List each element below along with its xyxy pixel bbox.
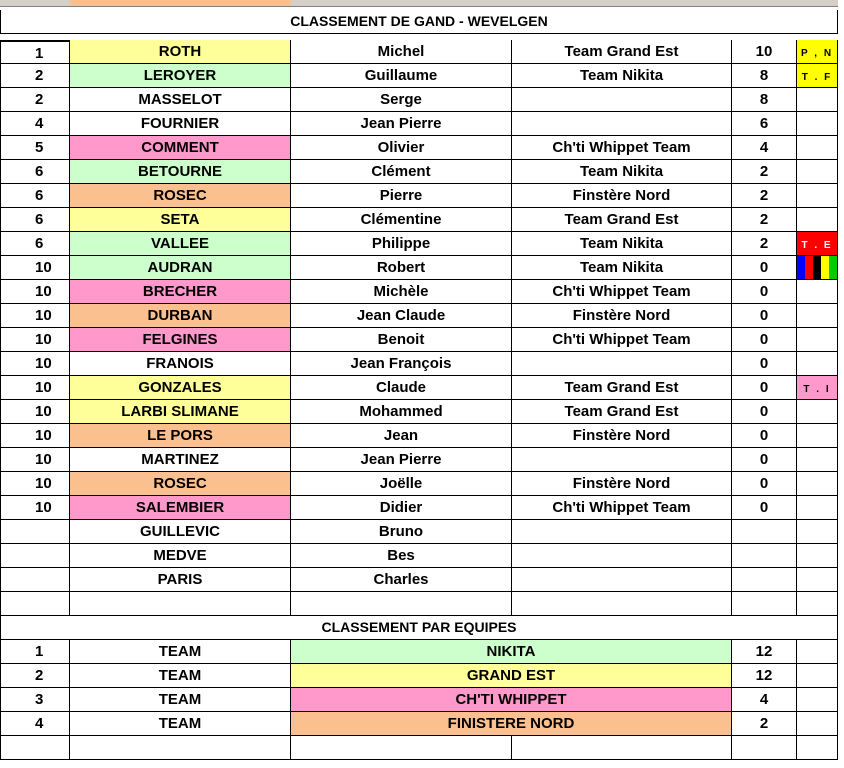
last-name-cell[interactable]: FOURNIER — [70, 112, 291, 136]
classification-cell[interactable] — [797, 88, 838, 112]
points-cell[interactable]: 2 — [732, 160, 797, 184]
column-header-a[interactable] — [0, 0, 70, 7]
first-name-cell[interactable]: Jean Pierre — [291, 112, 512, 136]
classification-cell[interactable] — [797, 136, 838, 160]
rank-cell[interactable]: 10 — [0, 352, 70, 376]
team-label-cell[interactable]: TEAM — [70, 640, 291, 664]
rank-cell[interactable]: 10 — [0, 472, 70, 496]
empty-cell[interactable] — [732, 592, 797, 616]
classification-cell[interactable] — [797, 304, 838, 328]
team-cell[interactable] — [512, 568, 732, 592]
table-row — [0, 472, 838, 496]
rank-cell[interactable]: 10 — [0, 424, 70, 448]
classification-cell[interactable] — [797, 448, 838, 472]
classification-mark: T . I — [803, 384, 831, 395]
table-row — [0, 232, 838, 256]
points-cell[interactable]: 0 — [732, 472, 797, 496]
team-cell[interactable]: Ch'ti Whippet Team — [512, 328, 732, 352]
team-points-cell[interactable]: 12 — [732, 640, 797, 664]
classification-cell[interactable] — [797, 328, 838, 352]
points-cell[interactable]: 0 — [732, 496, 797, 520]
last-name-cell[interactable]: BETOURNE — [70, 160, 291, 184]
empty-cell[interactable] — [512, 592, 732, 616]
classification-cell[interactable] — [797, 64, 838, 88]
table-row — [0, 256, 838, 280]
team-cell[interactable]: Finstère Nord — [512, 424, 732, 448]
first-name-cell[interactable]: Joëlle — [291, 472, 512, 496]
classification-cell[interactable] — [797, 112, 838, 136]
empty-cell[interactable] — [0, 736, 70, 760]
points-cell[interactable]: 4 — [732, 136, 797, 160]
points-cell[interactable]: 2 — [732, 184, 797, 208]
points-cell[interactable] — [732, 568, 797, 592]
rank-cell[interactable] — [0, 568, 70, 592]
last-name-cell[interactable]: LE PORS — [70, 424, 291, 448]
table-row — [0, 544, 838, 568]
first-name-cell[interactable]: Jean François — [291, 352, 512, 376]
table-row — [0, 520, 838, 544]
rank-cell[interactable]: 10 — [0, 448, 70, 472]
team-cell[interactable]: Team Grand Est — [512, 400, 732, 424]
empty-cell[interactable] — [797, 736, 838, 760]
points-cell[interactable]: 8 — [732, 64, 797, 88]
classification-cell[interactable] — [797, 400, 838, 424]
team-extra-cell[interactable] — [797, 688, 838, 712]
table-row — [0, 208, 838, 232]
rank-cell[interactable]: 10 — [0, 376, 70, 400]
first-name-cell[interactable]: Pierre — [291, 184, 512, 208]
table-row — [0, 280, 838, 304]
empty-cell[interactable] — [70, 736, 291, 760]
first-name-cell[interactable]: Clément — [291, 160, 512, 184]
last-name-cell[interactable]: BRECHER — [70, 280, 291, 304]
first-name-cell[interactable]: Serge — [291, 88, 512, 112]
rank-cell[interactable]: 10 — [0, 400, 70, 424]
team-label-cell[interactable]: TEAM — [70, 688, 291, 712]
first-name-cell[interactable]: Jean Claude — [291, 304, 512, 328]
points-cell[interactable]: 2 — [732, 208, 797, 232]
rank-cell[interactable]: 1 — [0, 40, 70, 64]
classification-cell[interactable] — [797, 520, 838, 544]
last-name-cell[interactable]: GUILLEVIC — [70, 520, 291, 544]
last-name-cell[interactable]: ROTH — [70, 40, 291, 64]
last-name-cell[interactable]: FRANOIS — [70, 352, 291, 376]
classification-cell[interactable] — [797, 232, 838, 256]
last-name-cell[interactable]: PARIS — [70, 568, 291, 592]
team-cell[interactable]: Team Nikita — [512, 64, 732, 88]
team-label-cell[interactable]: TEAM — [70, 664, 291, 688]
jersey-stripe — [797, 256, 805, 280]
first-name-cell[interactable]: Mohammed — [291, 400, 512, 424]
empty-cell[interactable] — [797, 592, 838, 616]
rank-cell[interactable]: 2 — [0, 88, 70, 112]
points-cell[interactable]: 8 — [732, 88, 797, 112]
team-cell[interactable]: Ch'ti Whippet Team — [512, 136, 732, 160]
last-name-cell[interactable]: SETA — [70, 208, 291, 232]
last-name-cell[interactable]: SALEMBIER — [70, 496, 291, 520]
classification-cell[interactable] — [797, 568, 838, 592]
team-cell[interactable]: Team Grand Est — [512, 40, 732, 64]
first-name-cell[interactable]: Michel — [291, 40, 512, 64]
rank-cell[interactable]: 10 — [0, 496, 70, 520]
table-row — [0, 376, 838, 400]
first-name-cell[interactable]: Claude — [291, 376, 512, 400]
empty-cell[interactable] — [732, 736, 797, 760]
table-row — [0, 88, 838, 112]
rank-cell[interactable] — [0, 544, 70, 568]
column-header-d[interactable] — [512, 0, 732, 7]
first-name-cell[interactable]: Robert — [291, 256, 512, 280]
classification-cell[interactable] — [797, 184, 838, 208]
table-row — [0, 352, 838, 376]
first-name-cell[interactable]: Guillaume — [291, 64, 512, 88]
rank-cell[interactable]: 10 — [0, 256, 70, 280]
last-name-cell[interactable]: COMMENT — [70, 136, 291, 160]
team-cell[interactable] — [512, 520, 732, 544]
first-name-cell[interactable]: Jean Pierre — [291, 448, 512, 472]
rank-cell[interactable]: 6 — [0, 232, 70, 256]
classification-cell[interactable] — [797, 352, 838, 376]
table-row — [0, 184, 838, 208]
column-header-b[interactable] — [70, 0, 291, 7]
first-name-cell[interactable]: Charles — [291, 568, 512, 592]
points-cell[interactable]: 0 — [732, 304, 797, 328]
table-row — [0, 40, 838, 64]
classification-cell[interactable] — [797, 472, 838, 496]
team-cell[interactable] — [512, 544, 732, 568]
last-name-cell[interactable]: LEROYER — [70, 64, 291, 88]
empty-cell[interactable] — [291, 736, 512, 760]
points-cell[interactable]: 2 — [732, 232, 797, 256]
team-cell[interactable]: Finstère Nord — [512, 184, 732, 208]
first-name-cell[interactable]: Didier — [291, 496, 512, 520]
classification-cell[interactable] — [797, 424, 838, 448]
points-cell[interactable]: 0 — [732, 352, 797, 376]
table-row — [0, 424, 838, 448]
points-cell[interactable]: 0 — [732, 280, 797, 304]
classification-cell[interactable] — [797, 256, 838, 280]
rank-cell[interactable]: 10 — [0, 280, 70, 304]
points-cell[interactable] — [732, 520, 797, 544]
first-name-cell[interactable]: Bruno — [291, 520, 512, 544]
column-header-e[interactable] — [732, 0, 797, 7]
last-name-cell[interactable]: MASSELOT — [70, 88, 291, 112]
team-cell[interactable]: Team Grand Est — [512, 376, 732, 400]
champion-jersey-icon — [797, 256, 837, 280]
team-cell[interactable]: Team Nikita — [512, 232, 732, 256]
team-name-cell[interactable]: CH'TI WHIPPET — [291, 688, 732, 712]
team-rank-cell[interactable]: 1 — [0, 640, 70, 664]
team-name-cell[interactable]: FINISTERE NORD — [291, 712, 732, 736]
last-name-cell[interactable]: AUDRAN — [70, 256, 291, 280]
last-name-cell[interactable]: VALLEE — [70, 232, 291, 256]
team-points-cell[interactable]: 4 — [732, 688, 797, 712]
points-cell[interactable] — [732, 544, 797, 568]
team-cell[interactable]: Team Nikita — [512, 160, 732, 184]
empty-cell[interactable] — [0, 592, 70, 616]
points-cell[interactable]: 10 — [732, 40, 797, 64]
classification-cell[interactable] — [797, 496, 838, 520]
points-cell[interactable]: 6 — [732, 112, 797, 136]
first-name-cell[interactable]: Michèle — [291, 280, 512, 304]
rank-cell[interactable]: 4 — [0, 112, 70, 136]
last-name-cell[interactable]: MEDVE — [70, 544, 291, 568]
first-name-cell[interactable]: Philippe — [291, 232, 512, 256]
points-cell[interactable]: 0 — [732, 448, 797, 472]
rank-cell[interactable]: 6 — [0, 208, 70, 232]
points-cell[interactable]: 0 — [732, 376, 797, 400]
last-name-cell[interactable]: DURBAN — [70, 304, 291, 328]
points-cell[interactable]: 0 — [732, 424, 797, 448]
empty-cell[interactable] — [70, 592, 291, 616]
jersey-stripe — [821, 256, 829, 280]
jersey-stripe — [829, 256, 837, 280]
table-row — [0, 160, 838, 184]
rank-cell[interactable]: 5 — [0, 136, 70, 160]
jersey-stripe — [805, 256, 813, 280]
jersey-stripe — [813, 256, 821, 280]
team-cell[interactable] — [512, 88, 732, 112]
team-cell[interactable] — [512, 112, 732, 136]
table-row — [0, 496, 838, 520]
table-row — [0, 400, 838, 424]
team-name-cell[interactable]: NIKITA — [291, 640, 732, 664]
classification-mark: T . E — [801, 240, 833, 251]
last-name-cell[interactable]: FELGINES — [70, 328, 291, 352]
first-name-cell[interactable]: Olivier — [291, 136, 512, 160]
rank-cell[interactable]: 2 — [0, 64, 70, 88]
points-cell[interactable]: 0 — [732, 256, 797, 280]
last-name-cell[interactable]: MARTINEZ — [70, 448, 291, 472]
classification-cell[interactable] — [797, 280, 838, 304]
first-name-cell[interactable]: Jean — [291, 424, 512, 448]
team-rank-cell[interactable]: 2 — [0, 664, 70, 688]
team-cell[interactable]: Finstère Nord — [512, 472, 732, 496]
empty-cell[interactable] — [512, 736, 732, 760]
team-extra-cell[interactable] — [797, 640, 838, 664]
team-cell[interactable]: Ch'ti Whippet Team — [512, 496, 732, 520]
table-row — [0, 448, 838, 472]
last-name-cell[interactable]: LARBI SLIMANE — [70, 400, 291, 424]
first-name-cell[interactable]: Bes — [291, 544, 512, 568]
first-name-cell[interactable]: Benoit — [291, 328, 512, 352]
team-cell[interactable]: Team Grand Est — [512, 208, 732, 232]
classification-cell[interactable] — [797, 544, 838, 568]
table-row — [0, 64, 838, 88]
team-cell[interactable] — [512, 352, 732, 376]
classification-mark: P , N — [801, 48, 834, 59]
last-name-cell[interactable]: ROSEC — [70, 472, 291, 496]
empty-cell[interactable] — [291, 592, 512, 616]
team-cell[interactable] — [512, 448, 732, 472]
table-row — [0, 136, 838, 160]
table-row — [0, 568, 838, 592]
team-name-cell[interactable]: GRAND EST — [291, 664, 732, 688]
classification-cell[interactable] — [797, 160, 838, 184]
classification-mark: T . F — [801, 72, 833, 83]
team-rank-cell[interactable]: 3 — [0, 688, 70, 712]
classification-cell[interactable] — [797, 208, 838, 232]
points-cell[interactable]: 0 — [732, 328, 797, 352]
table-row — [0, 304, 838, 328]
team-label-cell[interactable]: TEAM — [70, 712, 291, 736]
points-cell[interactable]: 0 — [732, 400, 797, 424]
classification-cell[interactable] — [797, 376, 838, 400]
team-extra-cell[interactable] — [797, 712, 838, 736]
team-rank-cell[interactable]: 4 — [0, 712, 70, 736]
column-header-c[interactable] — [291, 0, 512, 7]
column-header-f[interactable] — [797, 0, 838, 7]
rank-cell[interactable] — [0, 520, 70, 544]
table-row — [0, 328, 838, 352]
team-cell[interactable]: Finstère Nord — [512, 304, 732, 328]
team-extra-cell[interactable] — [797, 664, 838, 688]
team-cell[interactable]: Ch'ti Whippet Team — [512, 280, 732, 304]
rank-cell[interactable]: 10 — [0, 304, 70, 328]
rank-cell[interactable]: 10 — [0, 328, 70, 352]
classification-cell[interactable] — [797, 40, 838, 64]
last-name-cell[interactable]: GONZALES — [70, 376, 291, 400]
rank-cell[interactable]: 6 — [0, 160, 70, 184]
last-name-cell[interactable]: ROSEC — [70, 184, 291, 208]
ranking-title: CLASSEMENT DE GAND - WEVELGEN — [0, 10, 838, 34]
rank-cell[interactable]: 6 — [0, 184, 70, 208]
team-cell[interactable]: Team Nikita — [512, 256, 732, 280]
table-row — [0, 112, 838, 136]
team-points-cell[interactable]: 12 — [732, 664, 797, 688]
first-name-cell[interactable]: Clémentine — [291, 208, 512, 232]
team-points-cell[interactable]: 2 — [732, 712, 797, 736]
team-ranking-title: CLASSEMENT PAR EQUIPES — [0, 616, 838, 640]
